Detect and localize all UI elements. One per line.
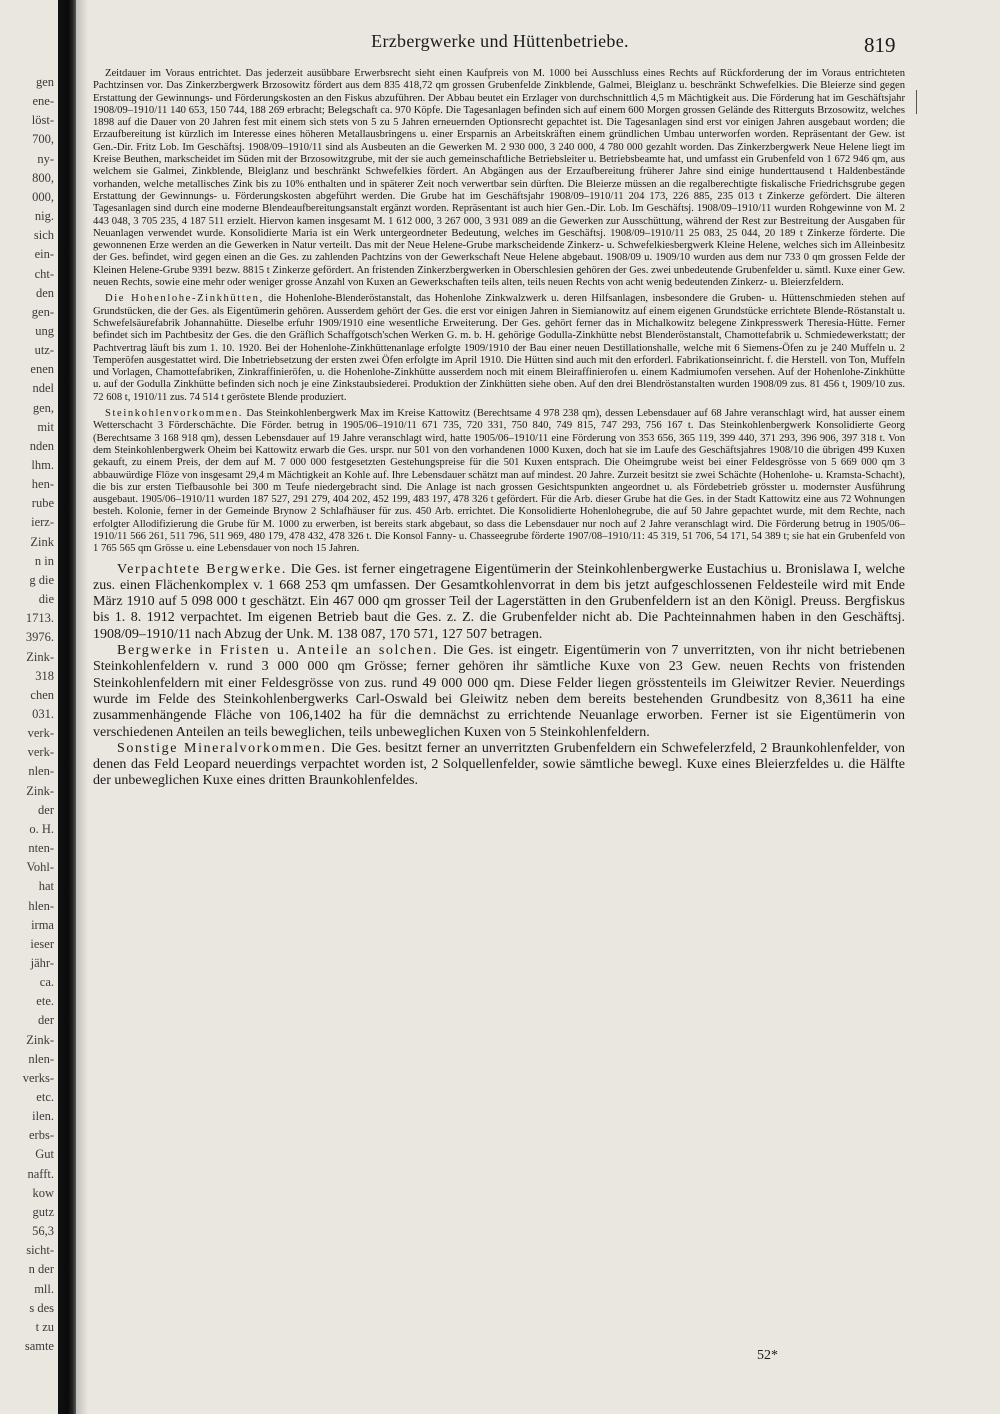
margin-fragment: 1713. [25,611,54,625]
margin-fragment: Zink [30,535,54,549]
paragraph-other-minerals: Sonstige Mineralvorkommen. Die Ges. besitzt ferner an unverritzten Grubenfeldern ein Schwefelerzfeld, 2 Braunkohlenfelder, von denen das Feld Leopard neuerdings verpachtet worden ist, 2 Solquellenfelder, sowie sämtliche bewegl. Kuxe eines Bleierzfeldes u. die Hälfte der unbeweglichen Kuxe eines dritten Braunkohlenfeldes. [93,740,905,789]
margin-fragment: rube [31,496,54,510]
book-spine [58,0,76,1414]
margin-fragment: gen- [31,305,54,319]
margin-fragment: nafft. [27,1167,54,1181]
margin-fragment: hlen- [28,899,54,913]
margin-fragment: ete. [36,994,54,1008]
margin-mark [916,90,917,114]
margin-fragment: den [35,286,54,300]
margin-fragment: etc. [36,1090,54,1104]
margin-fragment: Zink- [26,650,54,664]
margin-fragment: hat [38,879,54,893]
margin-fragment: o. H. [29,822,54,836]
gutter-shadow [76,0,88,1414]
margin-fragment: s des [29,1301,54,1315]
printer-signature: 52* [757,1348,778,1363]
margin-fragment: ieser [30,937,54,951]
margin-fragment: kow [32,1186,54,1200]
margin-fragment: 000, [32,190,54,204]
margin-fragment: gen, [32,401,54,415]
margin-fragment: mit [37,420,54,434]
margin-fragment: 318 [35,669,54,683]
margin-fragment: Zink- [26,1033,54,1047]
paragraph-leased-mines: Verpachtete Bergwerke. Die Ges. ist ferner eingetragene Eigentümerin der Steinkohlenbergwerke Eustachius u. Bronislawa I, welche zus. einen Flächenkomplex v. 1 668 253 qm umfassen. Der Gesamtkohlenvorrat in dem bis jetzt aufgeschlossenen Feldesteile wird mit Ende März 1910 auf 5 098 000 t geschätzt. Ein 467 000 qm grosser Teil der Lagerstätten in den Grubenfeldern ist an den Königl. Preuss. Bergfiskus bis 1. 8. 1912 verpachtet. Im eigenen Betrieb baut die Ges. z. Z. die Grubenfelder nicht ab. Die Pachteinnahmen haben in den Geschäftsj. 1908/09–1910/11 nach Abzug der Unk. M. 138 087, 170 571, 127 507 betragen. [93,561,905,642]
margin-fragment: verks- [22,1071,54,1085]
margin-fragment: lhm. [31,458,54,472]
margin-fragment: g die [29,573,54,587]
margin-fragment: hen- [31,477,54,491]
paragraph-coal-deposits: Steinkohlenvorkommen. Das Steinkohlenbergwerk Max im Kreise Kattowitz (Berechtsame 4 978 238 qm), dessen Lebensdauer auf 68 Jahre veranschlagt wird, hat ausser einem Wetterschacht 3 Förderschächte. Die Förder. betrug in 1905/06–1910/11 671 735, 720 331, 750 840, 749 815, 747 293, 756 167 t. Das Steinkohlenbergwerk Konsolidierte Georg (Berechtsame 3 168 918 qm), dessen Lebensdauer auf 19 Jahre veranschlagt wird, hatte 1905/06–1910/11 eine Förderung von 353 656, 365 119, 399 440, 371 293, 396 906, 397 318 t. Von dem Steinkohlenbergwerk Oheim bei Kattowitz erwarb die Ges. urspr. nur 501 von den vorhandenen 1000 Kuxen, doch hat sie im Laufe des Geschäftsjahres 1908/10 die übrigen 499 Kuxen gekauft, zu einem Preis, der dem auf M. 7 000 000 festgesetzten Gestehungspreise für die 501 Kuxen entsprach. Die Oheimgrube weist bei einer Feldesgrösse von 5 669 000 qm 3 abbauwürdige Flöze von insgesamt 29,4 m Mächtigkeit an Kohle auf. Ihre Lebensdauer schätzt man auf mindest. 20 Jahre. Zurzeit besitzt sie zwei Schächte (Hohenlohe- u. Kramsta-Schacht), die bis zur ersten Tiefbausohle bei 300 m Teufe niedergebracht sind. Die Anlage ist nach grossen Gesichtspunkten angeordnet u. als Fördebetrieb grösster u. modernster Ausführung ausgebaut. 1905/06–1910/11 wurden 187 527, 291 279, 404 202, 452 199, 483 197, 478 326 t gefördert. Für die Arb. dieser Grube hat die Ges. in der Stadt Kattowitz eine aus 72 Wohnungen besteh. Kolonie, ferner in der Gemeinde Brynow 2 Schlafhäuser für zus. 450 Arb. errichtet. Die Konsolidierte Hohenlohegrube, die auf 50 Jahre gepachtet wurde, mit dem Rechte, nach erfolgter Allodifizierung die Grube für M. 1000 zu erwerben, ist bereits stark abgebaut, so dass die Lebensdauer nur noch auf 2 Jahre veranschlagt wird. Die Förderung betrug in 1905/06–1910/11 566 261, 511 796, 511 969, 480 179, 478 432, 478 326 t. Die Konsol Fanny- u. Chasseegrube förderte 1907/08–1910/11: 45 319, 51 706, 54 171, 54 389 t; sie hat ein Grubenfeld von 1 765 565 qm Grösse u. eine Lebensdauer von noch 15 Jahren. [93,408,905,555]
margin-fragment: cht- [34,267,54,281]
small-print-section [93,68,905,556]
margin-fragment: gutz [32,1205,54,1219]
margin-fragment: der [38,803,54,817]
margin-fragment: Zink- [26,784,54,798]
margin-fragment: 800, [32,171,54,185]
margin-fragment: ene- [32,94,54,108]
margin-fragment: nden [29,439,54,453]
margin-fragment: 700, [32,132,54,146]
margin-fragment: nlen- [28,1052,54,1066]
margin-fragment: chen [30,688,54,702]
margin-fragment: der [38,1013,54,1027]
margin-fragment: jähr- [30,956,54,970]
paragraph-zinc-mines: Zeitdauer im Voraus entrichtet. Das jederzeit ausübbare Erwerbsrecht sieht einen Kaufpreis von M. 1000 bei Ausschluss eines Rechts auf Rückforderung der im Voraus entrichteten Pachtzinsen vor. Das Zinkerzbergwerk Brzosowitz fördert aus dem 835 418,72 qm grossen Grubenfelde Zinkblende, Galmei, Bleiglanz u. beschränkt Schwefelkies. Die Bleierze sind gegen Erstattung der Gewinnungs- und Förderungskosten an den Fiskus abzuführen. Der Abbau beutet ein Erzlager von durchschnittlich 4,5 m Mächtigkeit aus. Die Förderung hat im Geschäftsjahr 1908/09–1910/11 140 653, 150 744, 188 269 erbracht; Belegschaft ca. 970 Köpfe. Die Tagesanlagen befinden sich auf einem 600 Morgen grossen Gelände des Ritterguts Brzosowitz, welches 1898 auf die Dauer von 20 Jahren fest mit einem sich stets von 5 zu 5 Jahren erneuernden Optionsrecht gepachtet ist. Die Tagesanlagen sind erst vor einigen Jahren ausgebaut worden; die Erzaufbereitung ist kürzlich im Interesse eines höheren Metallausbringens u. einer Ersparnis an Arbeitskräften einem gründlichen Umbau unterworfen worden. Repräsentant der Gew. ist Gen.-Dir. Fritz Lob. Im Geschäftsj. 1908/09–1910/11 sind als Ausbeuten an die Gewerken M. 2 930 000, 3 240 000, 4 780 000 gezahlt worden. Das Zinkerzbergwerk Neue Helene liegt im Kreise Beuthen, markscheidet im Süden mit der Brzosowitzgrube, mit der sie auch gemeinschaftliche Betriebsleiter u. Betriebsbeamte hat, und umfasst ein Grubenfeld von 1 672 946 qm, aus welchem sie Galmei, Zinkblende, Bleiglanz und beschränkt Schwefelkies fördert. An Abgängen aus der Erzaufbereitung früherer Jahre sind einige hunderttausend t Haldenbestände vorhanden, welche metallisches Zink bis zu 10% enthalten und in späterer Zeit noch verwertbar sein dürften. Die Bleierze müssen an die regalberechtigte fiskalische Friedrichsgrube gegen Erstattung der Gewinnungs- u. Förderungskosten abgeführt werden. Die Grube hat im Geschäftsjahr 1908/09–1910/11 204 173, 226 885, 235 013 t Zinkerze gefördert. Die älteren Tagesanlagen sind durch eine moderne Blendeaufbereitungsanstalt ergänzt worden. Repräsentant ist auch hier Gen.-Dir. Lob. Im Geschäftsj. 1908/09–1910/11 wurden Rohgewinne von M. 2 443 048, 3 705 235, 4 187 511 erzielt. Hiervon kamen insgesamt M. 1 612 000, 3 267 000, 3 931 089 an die Gewerken zur Ausschüttung, während der Rest zur Bestreitung der Ausgaben für Neuanlagen verwendet wurde. Konsolidierte Maria ist ein Werk untergeordneter Bedeutung, welches im Geschäftsj. 1908/09–1910/11 25 083, 25 044, 20 189 t Zinkerze förderte. Die gewonnenen Erze werden an die Gewerken in Natur verteilt. Das mit der Neue Helene-Grube markscheidende Zinkerz- u. Schwefelkiesbergwerk Kleine Helene, welches sich im Alleinbesitz der Ges. befindet, wird gegen einen an die Ges. zu zahlenden Pachtzins von der Gewerkschaft Neue Helene abgebaut. 1908/09 u. 1909/10 wurden aus dem nur 733 0 qm grossen Felde der Kleinen Helene-Grube 9391 bezw. 8815 t Zinkerze gefördert. An fristenden Zinkerzbergwerken in Oberschlesien gehören der Ges. zwei unbedeutende Grubenfelder u. sämtl. Kuxe einer Gew. neuen Rechts, sowie eine mehr oder weniger grosse Anzahl von Kuxen an Gewerkschaften teils alten, teils neuen Rechts von acht wenig bedeutenden Zinkerz- u. Bleierzfeldern. [93,68,905,289]
margin-fragment: 3976. [25,630,54,644]
margin-fragment: utz- [34,343,54,357]
margin-fragment: n in [34,554,54,568]
page-number: 819 [864,33,896,57]
facing-page-margin [0,0,58,1414]
margin-fragment: ierz- [31,515,54,529]
margin-fragment: ndel [32,381,54,395]
paragraph-mines-in-deadlines: Bergwerke in Fristen u. Anteile an solchen. Die Ges. ist eingetr. Eigentümerin von 7 unverritzten, von ihr nicht betriebenen Steinkohlenfeldern v. rund 3 000 000 qm Grösse; ferner gehören ihr sämtliche Kuxe von 23 Gew. neuen Rechts von fristenden Steinkohlenfeldern mit einer Feldesgrösse von zus. rund 49 000 000 qm. Diese Felder liegen grösstenteils im Gleiwitzer Revier. Neuerdings wurde im Felde des Steinkohlenbergwerks Carl-Oswald bei Gleiwitz neben dem bereits bestehenden Grundbesitz von 8,3611 ha eine zusammenhängende Fläche von 106,1402 ha für die demnächst zu errichtende Neuanlage erworben. Ferner ist sie Eigentümerin von verschiedenen Anteilen an teils beweglichen, teils unbeweglichen Kuxen von 5 Steinkohlenfeldern. [93,643,905,740]
margin-fragment: 031. [32,707,54,721]
margin-fragment: enen [30,362,54,376]
margin-fragment: Gut [35,1147,54,1161]
running-header: Erzbergwerke und Hüttenbetriebe. [371,31,629,51]
margin-fragment: sich [33,228,54,242]
margin-fragment: samte [24,1339,54,1353]
margin-fragment: erbs- [29,1128,54,1142]
margin-fragment: gen [35,75,54,89]
margin-fragment: 56,3 [32,1224,54,1238]
margin-fragment: nten- [28,841,54,855]
margin-fragment: löst- [31,113,54,127]
margin-fragment: nig. [34,209,54,223]
paragraph-zinc-smelters: Die Hohenlohe-Zinkhütten, die Hohenlohe-Blenderöstanstalt, das Hohenlohe Zinkwalzwerk u. deren Hilfsanlagen, insbesondere die Gruben- u. Hüttenschmieden stehen auf Grundstücken, die der Ges. als Eigentümerin gehören. Ausserdem gehört der Ges. die erst vor einigen Jahren in Siemianowitz auf einem eigenen Grundstücke errichtete Blende-Röstanstalt u. Schwefelsäurefabrik Johannahütte. Dieselbe erfuhr 1909/1910 eine wesentliche Erweiterung. Der Ges. gehört ferner das in Michalkowitz belegene Zinkpresswerk Theresia-Hütte. Ferner befindet sich im Pachtbesitz der Ges. die den Gräflich Schaffgotsch'schen Werken G. m. b. H. gehörige Godulla-Zinkhütte nebst Blenderöstanstalt, Chamottefabrik u. Schmiedewerkstatt; der Pachtvertrag läuft bis zum 1. 10. 1920. Bei der Hohenlohe-Zinkhüttenanlage erfolgte 1909/1910 der Bau einer neuen Destillationshalle, welche mit 6 Siemens-Öfen zu je 240 Muffeln u. 2 Temperöfen ausgestattet wird. Die Inbetriebsetzung der ersten zwei Öfen erfolgte im April 1910. Die Hütten sind auch mit den erforderl. Fabrikationseinricht. f. die Herstell. von Ton, Muffeln und Vorlagen, Chamottefabriken, Zinkraffinieröfen, u. die Hohenlohe-Zinkhütte ausserdem noch mit einem Bleiraffinierofen u. einem Kadmiumofen versehen. Auf der Hohenlohe-Zinkhütte u. auf der Godulla Zinkhütte befinden sich noch je eine Zinkstaubsiederei. Produktion der Zinkhütten siehe oben. Auf den drei Blendröstanstalten wurden 1908/09 zus. 81 456 t, 1909/10 zus. 72 608 t, 1910/11 zus. 74 514 t geröstete Blende produziert. [93,293,905,403]
margin-fragment: t zu [35,1320,54,1334]
margin-fragment: verk- [27,726,54,740]
margin-fragment: ny- [37,152,54,166]
text-column [93,68,905,790]
large-print-section [93,562,905,790]
margin-fragment: nlen- [28,764,54,778]
margin-fragment: n der [28,1262,54,1276]
margin-fragment: ilen. [32,1109,54,1123]
margin-fragment: ca. [39,975,54,989]
margin-fragment: Vohl- [26,860,54,874]
margin-fragment: mll. [34,1282,54,1296]
margin-fragment: ein- [34,247,54,261]
margin-fragment: sicht- [26,1243,54,1257]
margin-fragment: irma [31,918,54,932]
margin-fragment: die [38,592,54,606]
margin-fragment: ung [35,324,54,338]
margin-fragment: verk- [27,745,54,759]
